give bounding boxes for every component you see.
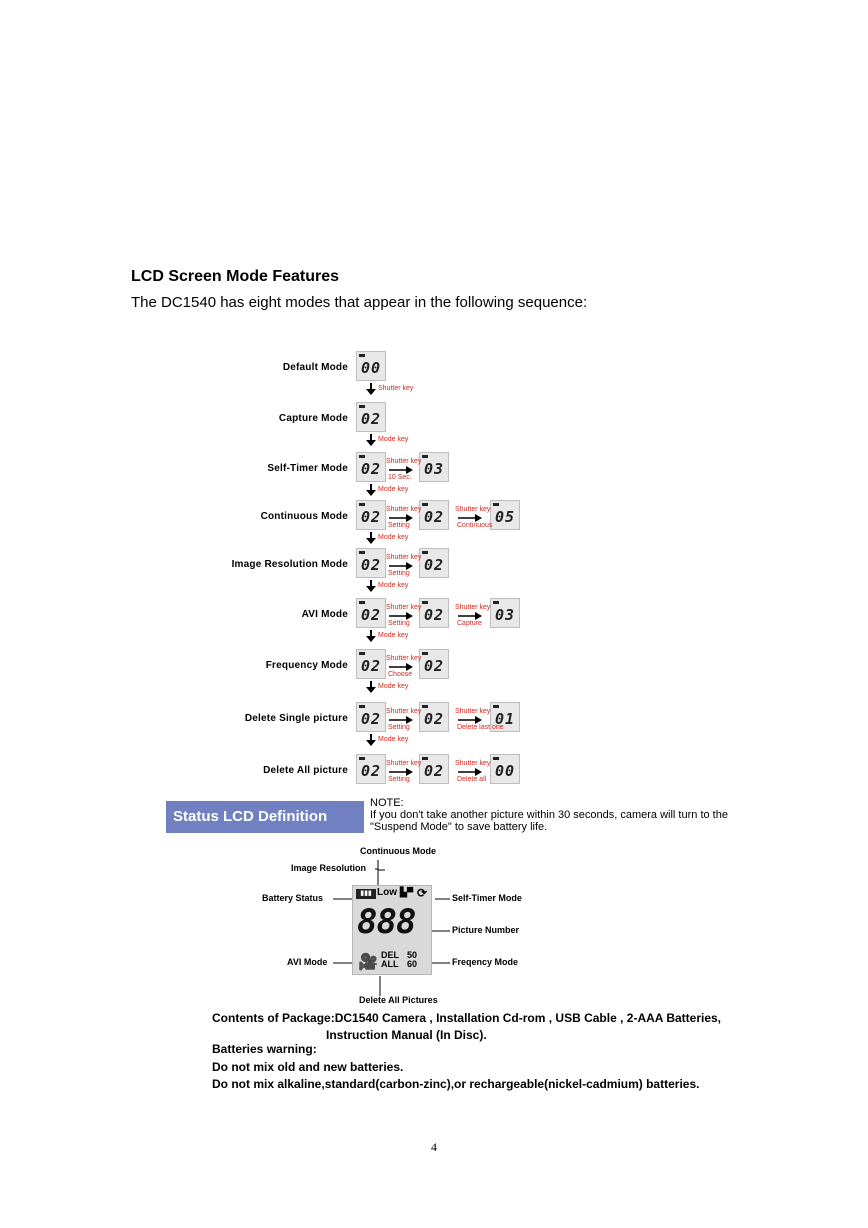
right-arrow-icon — [458, 612, 482, 620]
lcd-number: 02 — [423, 508, 445, 526]
lcd-number: 02 — [360, 410, 382, 428]
lcd-number: 00 — [494, 762, 516, 780]
lcd-number: 02 — [360, 710, 382, 728]
note-text: If you don't take another picture within 30 seconds, camera will turn to the "Suspend Mode" to save battery life. — [370, 809, 728, 833]
mode-lcd — [419, 649, 449, 679]
label-resolution: Image Resolution — [291, 863, 367, 873]
mode-label: Capture Mode — [278, 413, 348, 424]
step-action-label: Choose — [388, 671, 413, 678]
all-text: ALL — [381, 959, 399, 969]
mode-lcd — [419, 598, 449, 628]
down-arrow-icon — [366, 484, 376, 496]
mode-lcd — [490, 500, 520, 530]
mode-label: Delete Single picture — [244, 713, 348, 724]
down-arrow-icon — [366, 681, 376, 693]
step-action-label: Setting — [388, 776, 410, 783]
picture-number-digits: 888 — [357, 902, 416, 942]
battery-icon — [359, 601, 365, 604]
lcd-number: 02 — [423, 657, 445, 675]
contents-line-2: Instruction Manual (In Disc). — [326, 1028, 487, 1042]
lcd-number: 02 — [423, 710, 445, 728]
battery-icon — [422, 455, 428, 458]
right-arrow-icon — [389, 663, 413, 671]
mode-lcd — [356, 402, 386, 432]
step-key-label: Shutter key — [386, 604, 422, 611]
mode-lcd — [419, 500, 449, 530]
lcd-number: 03 — [494, 606, 516, 624]
right-arrow-icon — [389, 612, 413, 620]
battery-icon — [359, 455, 365, 458]
step-action-label: Capture — [457, 620, 482, 627]
next-key-label: Mode key — [378, 736, 409, 743]
battery-icon — [359, 757, 365, 760]
step-key-label: Shutter key — [386, 554, 422, 561]
batteries-warning-1: Do not mix old and new batteries. — [212, 1060, 404, 1074]
continuous-icon: ▙▀ — [400, 887, 414, 897]
step-key-label: Shutter key — [455, 708, 491, 715]
mode-lcd — [419, 452, 449, 482]
batteries-warning-title: Batteries warning: — [212, 1042, 317, 1056]
step-action-label: Delete last one — [457, 724, 504, 731]
battery-icon — [493, 757, 499, 760]
battery-icon — [493, 601, 499, 604]
right-arrow-icon — [458, 768, 482, 776]
right-arrow-icon — [389, 562, 413, 570]
down-arrow-icon — [366, 383, 376, 395]
right-arrow-icon — [389, 466, 413, 474]
frequency-indicator — [407, 951, 417, 969]
lcd-number: 02 — [360, 460, 382, 478]
right-arrow-icon — [389, 768, 413, 776]
lcd-number: 02 — [360, 606, 382, 624]
low-indicator: Low — [377, 887, 397, 898]
label-battery: Battery Status — [262, 893, 324, 903]
battery-icon — [422, 503, 428, 506]
mode-lcd — [490, 598, 520, 628]
step-key-label: Shutter key — [455, 506, 491, 513]
lcd-number: 02 — [360, 508, 382, 526]
self-timer-icon: ⟳ — [417, 886, 428, 900]
step-key-label: Shutter key — [455, 760, 491, 767]
avi-icon: 🎥 — [358, 954, 378, 971]
step-key-label: Shutter key — [386, 506, 422, 513]
mode-label: Image Resolution Mode — [231, 559, 348, 570]
next-key-label: Shutter key — [378, 385, 414, 392]
mode-label: Continuous Mode — [260, 511, 348, 522]
lcd-number: 01 — [494, 710, 516, 728]
battery-icon — [493, 705, 499, 708]
lcd-number: 02 — [423, 762, 445, 780]
mode-label: Default Mode — [282, 362, 348, 373]
down-arrow-icon — [366, 434, 376, 446]
step-key-label: Shutter key — [455, 604, 491, 611]
delete-indicator — [381, 951, 399, 969]
step-action-label: Continuous — [457, 522, 493, 529]
label-delete-all: Delete All Pictures — [359, 995, 438, 1005]
step-key-label: Shutter key — [386, 760, 422, 767]
status-lcd-screen — [352, 885, 432, 975]
step-key-label: Shutter key — [386, 655, 422, 662]
down-arrow-icon — [366, 532, 376, 544]
right-arrow-icon — [389, 514, 413, 522]
step-action-label: Setting — [388, 620, 410, 627]
battery-icon — [493, 503, 499, 506]
battery-icon — [359, 705, 365, 708]
step-key-label: Shutter key — [386, 458, 422, 465]
battery-icon — [422, 652, 428, 655]
battery-icon — [359, 354, 365, 357]
battery-icon — [422, 551, 428, 554]
battery-icon — [359, 405, 365, 408]
lcd-number: 05 — [494, 508, 516, 526]
section-heading: LCD Screen Mode Features — [131, 268, 340, 285]
mode-lcd — [356, 702, 386, 732]
battery-icon — [422, 601, 428, 604]
next-key-label: Mode key — [378, 534, 409, 541]
battery-icon — [359, 503, 365, 506]
del-text: DEL — [381, 950, 399, 960]
mode-lcd — [356, 754, 386, 784]
mode-label: Self-Timer Mode — [267, 463, 348, 474]
down-arrow-icon — [366, 580, 376, 592]
label-selftimer: Self-Timer Mode — [452, 893, 522, 903]
right-arrow-icon — [458, 514, 482, 522]
lcd-number: 03 — [423, 460, 445, 478]
next-key-label: Mode key — [378, 582, 409, 589]
lcd-number: 02 — [360, 657, 382, 675]
battery-icon — [422, 757, 428, 760]
note-title: NOTE: — [370, 797, 404, 809]
mode-lcd — [356, 351, 386, 381]
label-picture-number: Picture Number — [452, 925, 520, 935]
lcd-number: 02 — [423, 556, 445, 574]
note — [370, 797, 750, 833]
mode-label: Delete All picture — [263, 765, 348, 776]
label-continuous: Continuous Mode — [360, 846, 436, 856]
step-key-label: Shutter key — [386, 708, 422, 715]
next-key-label: Mode key — [378, 683, 409, 690]
step-action-label: Delete all — [457, 776, 487, 783]
down-arrow-icon — [366, 734, 376, 746]
mode-lcd — [419, 702, 449, 732]
right-arrow-icon — [458, 716, 482, 724]
mode-lcd — [490, 754, 520, 784]
label-frequency: Freqency Mode — [452, 957, 519, 967]
mode-lcd — [419, 754, 449, 784]
battery-icon — [422, 705, 428, 708]
mode-lcd — [356, 548, 386, 578]
lcd-number: 02 — [423, 606, 445, 624]
intro-text: The DC1540 has eight modes that appear in the following sequence: — [131, 294, 588, 311]
down-arrow-icon — [366, 630, 376, 642]
next-key-label: Mode key — [378, 486, 409, 493]
status-lcd-title: Status LCD Definition — [166, 801, 364, 833]
right-arrow-icon — [389, 716, 413, 724]
batteries-warning-2: Do not mix alkaline,standard(carbon-zinc),or rechargeable(nickel-cadmium) batteries. — [212, 1077, 700, 1091]
lcd-number: 00 — [360, 359, 382, 377]
mode-lcd — [356, 452, 386, 482]
mode-lcd — [419, 548, 449, 578]
lcd-number: 02 — [360, 556, 382, 574]
mode-label: AVI Mode — [301, 609, 348, 620]
step-action-label: Setting — [388, 570, 410, 577]
battery-icon — [359, 652, 365, 655]
freq-60: 60 — [407, 959, 418, 969]
freq-50: 50 — [407, 950, 418, 960]
next-key-label: Mode key — [378, 632, 409, 639]
next-key-label: Mode key — [378, 436, 409, 443]
mode-lcd — [356, 500, 386, 530]
mode-label: Frequency Mode — [265, 660, 348, 671]
battery-icon: ▮▮▮ — [356, 889, 376, 899]
step-action-label: Setting — [388, 724, 410, 731]
mode-lcd — [356, 598, 386, 628]
lcd-number: 02 — [360, 762, 382, 780]
step-action-label: 10 Sec. — [388, 474, 412, 481]
battery-icon — [359, 551, 365, 554]
step-action-label: Setting — [388, 522, 410, 529]
label-avi: AVI Mode — [287, 957, 328, 967]
contents-line-1: Contents of Package:DC1540 Camera , Installation Cd-rom , USB Cable , 2-AAA Batteries, — [212, 1011, 722, 1025]
page-number: 4 — [431, 1140, 437, 1154]
mode-lcd — [356, 649, 386, 679]
